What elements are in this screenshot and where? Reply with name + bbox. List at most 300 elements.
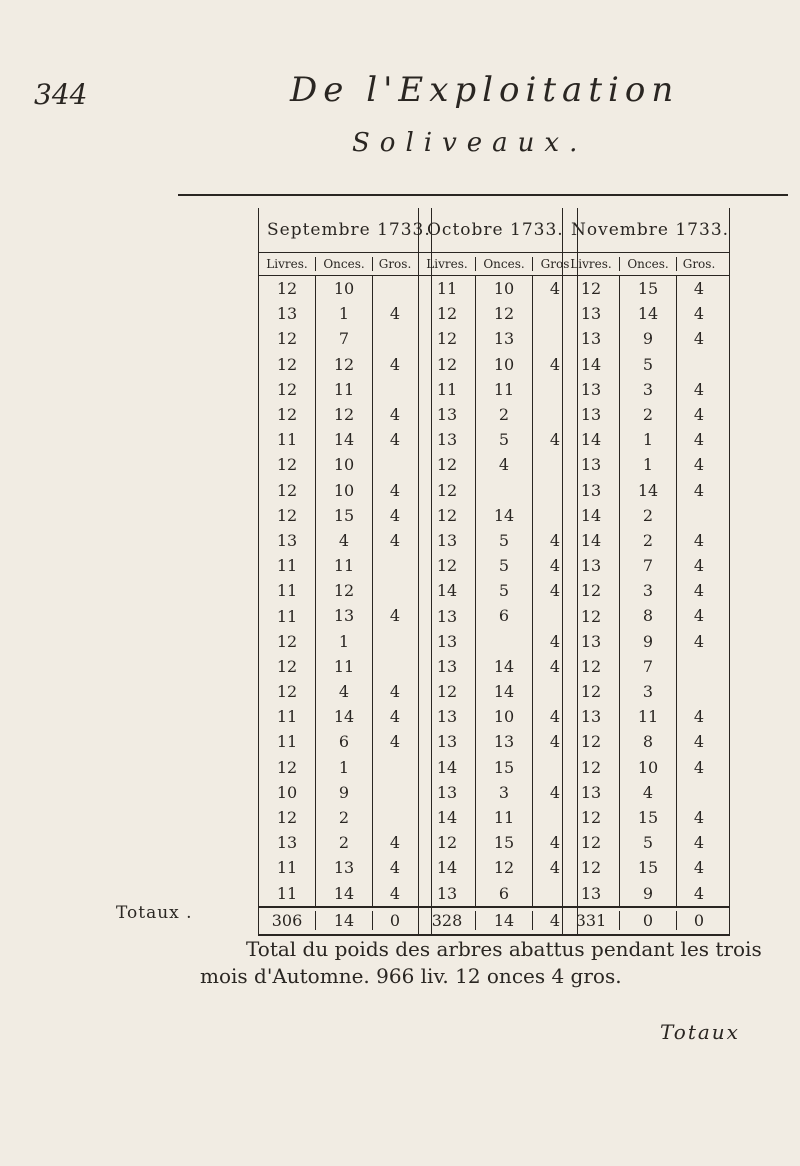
- table-cell: 4: [676, 301, 721, 326]
- table-month-heading: Septembre 1733.: [267, 220, 431, 240]
- table-cell: 13: [276, 833, 298, 853]
- table-cell: 11: [315, 377, 372, 402]
- table-cell: 14: [436, 757, 458, 777]
- table-cell: 4: [676, 729, 721, 754]
- table-cell: [676, 352, 721, 377]
- table-row: [563, 352, 729, 377]
- table-cell: 4: [532, 780, 577, 805]
- table-cell: 5: [475, 528, 532, 553]
- table-row: [563, 301, 729, 326]
- table-cell: 12: [276, 808, 298, 828]
- column-headers: [259, 252, 431, 276]
- table-row: [563, 805, 729, 830]
- table-cell: 12: [436, 304, 458, 324]
- summary-text: Total du poids des arbres abattus pendant les trois mois d'Automne. 966 liv. 12 onces 4 gros.: [200, 937, 762, 988]
- table-cell: 4: [676, 578, 721, 603]
- section-title: Soliveaux.: [352, 128, 588, 158]
- table-cell: 4: [676, 377, 721, 402]
- table-cell: 4: [532, 855, 577, 880]
- table-cell: 4: [532, 427, 577, 452]
- table-cell: 11: [276, 732, 298, 752]
- table-cell: 13: [580, 883, 602, 903]
- table-cell: 10: [315, 276, 372, 301]
- table-cell: 10: [315, 452, 372, 477]
- table-cell: 12: [276, 631, 298, 651]
- table-row: [563, 881, 729, 906]
- table-cell: 11: [436, 379, 458, 399]
- total-cell: 0: [619, 911, 676, 930]
- table-cell: 11: [276, 707, 298, 727]
- table-cell: 4: [532, 704, 577, 729]
- table-cell: 13: [475, 729, 532, 754]
- table-row: [259, 276, 431, 301]
- table-cell: 5: [475, 578, 532, 603]
- column-header: Gros.: [676, 257, 721, 271]
- column-headers: [419, 252, 577, 276]
- table-row: [563, 427, 729, 452]
- table-row: [259, 528, 431, 553]
- table-cell: 1: [619, 427, 676, 452]
- table-cell: 4: [532, 729, 577, 754]
- total-cell: 14: [315, 911, 372, 930]
- total-cell: 0: [676, 911, 721, 930]
- table-cell: 13: [436, 732, 458, 752]
- table-cell: 14: [580, 505, 602, 525]
- table-cell: 4: [676, 452, 721, 477]
- table-cell: 12: [276, 682, 298, 702]
- table-cell: 13: [276, 304, 298, 324]
- table-row: [419, 452, 577, 477]
- table-cell: 12: [315, 402, 372, 427]
- table-cell: 13: [580, 304, 602, 324]
- table-cell: [475, 629, 532, 654]
- column-header: Onces.: [475, 257, 532, 271]
- table-row: [563, 855, 729, 880]
- table-cell: 14: [580, 354, 602, 374]
- table-row: [563, 503, 729, 528]
- table-cell: 12: [475, 855, 532, 880]
- table-cell: 4: [676, 855, 721, 880]
- table-row: [259, 427, 431, 452]
- table-cell: 14: [315, 427, 372, 452]
- table-row: [563, 528, 729, 553]
- table-month-heading: Novembre 1733.: [571, 220, 730, 240]
- table-cell: 4: [372, 855, 417, 880]
- table-octobre: [418, 208, 578, 936]
- table-cell: 9: [619, 881, 676, 906]
- table-cell: 2: [619, 528, 676, 553]
- table-cell: 4: [676, 755, 721, 780]
- table-row: [259, 478, 431, 503]
- table-cell: 15: [619, 805, 676, 830]
- column-header: Livres.: [266, 257, 308, 271]
- table-cell: 12: [436, 329, 458, 349]
- table-cell: [372, 654, 417, 679]
- table-cell: 2: [315, 830, 372, 855]
- table-cell: 14: [475, 679, 532, 704]
- table-row: [563, 276, 729, 301]
- table-cell: 12: [436, 455, 458, 475]
- column-header: Gros: [532, 257, 577, 271]
- table-row: [419, 755, 577, 780]
- table-cell: 14: [475, 654, 532, 679]
- table-cell: 15: [315, 503, 372, 528]
- table-row: [563, 704, 729, 729]
- table-cell: 7: [619, 553, 676, 578]
- table-cell: 12: [580, 757, 602, 777]
- table-row: [563, 578, 729, 603]
- table-cell: 13: [580, 556, 602, 576]
- table-row: [259, 805, 431, 830]
- table-row: [563, 452, 729, 477]
- table-row: [419, 427, 577, 452]
- column-header: Onces.: [619, 257, 676, 271]
- total-cell: 0: [372, 911, 417, 930]
- table-row: [563, 402, 729, 427]
- table-row: [419, 352, 577, 377]
- table-cell: 4: [372, 881, 417, 906]
- table-cell: 12: [436, 556, 458, 576]
- total-cell: 331: [575, 911, 607, 931]
- table-cell: 13: [580, 379, 602, 399]
- table-cell: 4: [676, 603, 721, 628]
- table-cell: 4: [676, 629, 721, 654]
- table-cell: [372, 326, 417, 351]
- table-cell: [676, 503, 721, 528]
- table-cell: 1: [315, 629, 372, 654]
- table-cell: 4: [475, 452, 532, 477]
- table-cell: 11: [276, 858, 298, 878]
- table-row: [419, 603, 577, 628]
- table-cell: [676, 780, 721, 805]
- table-cell: 4: [372, 528, 417, 553]
- table-row: [563, 755, 729, 780]
- table-cell: 13: [580, 329, 602, 349]
- table-cell: 12: [580, 808, 602, 828]
- table-cell: 4: [676, 427, 721, 452]
- table-row: [419, 503, 577, 528]
- table-row: [563, 326, 729, 351]
- table-cell: 3: [619, 377, 676, 402]
- table-row: [563, 603, 729, 628]
- table-row: [419, 578, 577, 603]
- table-cell: 13: [436, 430, 458, 450]
- table-cell: 12: [475, 301, 532, 326]
- table-row: [563, 478, 729, 503]
- table-row: [259, 503, 431, 528]
- table-row: [563, 553, 729, 578]
- table-row: [419, 377, 577, 402]
- running-head: De l'Exploitation: [290, 70, 680, 110]
- table-cell: 12: [315, 578, 372, 603]
- table-cell: 11: [436, 279, 458, 299]
- table-cell: 10: [475, 352, 532, 377]
- table-cell: 4: [532, 528, 577, 553]
- table-cell: 11: [619, 704, 676, 729]
- table-cell: 4: [532, 553, 577, 578]
- table-row: [259, 629, 431, 654]
- table-cell: 12: [436, 354, 458, 374]
- table-cell: 2: [475, 402, 532, 427]
- table-row: [563, 780, 729, 805]
- table-cell: 12: [276, 329, 298, 349]
- table-cell: 4: [532, 830, 577, 855]
- table-cell: 4: [372, 704, 417, 729]
- table-cell: 9: [619, 326, 676, 351]
- table-row: [419, 326, 577, 351]
- table-row: [563, 830, 729, 855]
- table-cell: 10: [475, 704, 532, 729]
- column-header: Onces.: [315, 257, 372, 271]
- table-cell: 13: [580, 480, 602, 500]
- table-cell: 1: [315, 755, 372, 780]
- table-cell: [372, 578, 417, 603]
- table-row: [419, 553, 577, 578]
- table-cell: 4: [676, 326, 721, 351]
- table-row: [259, 729, 431, 754]
- table-cell: [372, 805, 417, 830]
- table-cell: 1: [315, 301, 372, 326]
- table-row: [419, 855, 577, 880]
- table-cell: 14: [580, 430, 602, 450]
- table-septembre: [258, 208, 432, 936]
- table-cell: 11: [315, 654, 372, 679]
- table-cell: 4: [676, 805, 721, 830]
- table-novembre: [562, 208, 730, 936]
- table-cell: 12: [580, 732, 602, 752]
- table-row: [259, 704, 431, 729]
- table-cell: 12: [580, 279, 602, 299]
- table-cell: 13: [315, 855, 372, 880]
- table-cell: 11: [315, 553, 372, 578]
- table-cell: 12: [580, 606, 602, 626]
- table-cell: 13: [436, 405, 458, 425]
- table-row: [259, 553, 431, 578]
- table-cell: 4: [676, 402, 721, 427]
- table-cell: 14: [619, 301, 676, 326]
- table-cell: 4: [676, 881, 721, 906]
- table-row: [419, 704, 577, 729]
- table-row: [259, 881, 431, 906]
- table-cell: 11: [276, 556, 298, 576]
- column-header: Gros.: [372, 257, 417, 271]
- column-header: Livres.: [570, 257, 612, 271]
- table-row: [419, 478, 577, 503]
- table-cell: 6: [315, 729, 372, 754]
- column-headers: [563, 252, 729, 276]
- table-cell: 4: [372, 301, 417, 326]
- table-cell: 4: [315, 528, 372, 553]
- table-row: [419, 629, 577, 654]
- table-cell: [372, 755, 417, 780]
- table-month-heading: Octobre 1733.: [427, 220, 564, 240]
- table-cell: 10: [276, 782, 298, 802]
- table-cell: [676, 679, 721, 704]
- table-cell: 14: [436, 808, 458, 828]
- table-cell: 5: [475, 553, 532, 578]
- table-cell: 4: [619, 780, 676, 805]
- table-cell: 12: [436, 682, 458, 702]
- table-cell: 12: [276, 505, 298, 525]
- table-cell: 14: [475, 503, 532, 528]
- table-cell: 13: [475, 326, 532, 351]
- page-number: 344: [34, 78, 88, 111]
- table-cell: 12: [276, 279, 298, 299]
- table-cell: 11: [276, 606, 298, 626]
- table-cell: 5: [619, 352, 676, 377]
- table-cell: 10: [315, 478, 372, 503]
- total-cell: 4: [532, 911, 577, 930]
- table-row: [419, 654, 577, 679]
- table-cell: 14: [315, 881, 372, 906]
- table-cell: 12: [580, 833, 602, 853]
- table-row: [419, 729, 577, 754]
- table-cell: [372, 452, 417, 477]
- total-row: [419, 906, 577, 936]
- table-row: [259, 326, 431, 351]
- table-cell: 14: [436, 858, 458, 878]
- top-rule: [178, 194, 788, 196]
- table-row: [419, 679, 577, 704]
- table-cell: 4: [676, 276, 721, 301]
- total-row: [563, 906, 729, 936]
- table-cell: 15: [475, 755, 532, 780]
- table-cell: 2: [619, 503, 676, 528]
- table-cell: 9: [619, 629, 676, 654]
- table-cell: 12: [276, 405, 298, 425]
- table-row: [259, 578, 431, 603]
- table-cell: 11: [276, 581, 298, 601]
- table-cell: 4: [372, 402, 417, 427]
- table-row: [419, 528, 577, 553]
- table-cell: 13: [436, 883, 458, 903]
- total-cell: 328: [431, 911, 463, 931]
- table-cell: 10: [619, 755, 676, 780]
- table-cell: 4: [532, 654, 577, 679]
- catchword: Totaux: [660, 1020, 740, 1044]
- table-cell: 14: [315, 704, 372, 729]
- table-row: [259, 679, 431, 704]
- table-cell: 4: [372, 352, 417, 377]
- table-cell: [372, 780, 417, 805]
- table-row: [563, 377, 729, 402]
- table-cell: 4: [676, 528, 721, 553]
- table-row: [419, 805, 577, 830]
- table-cell: 4: [532, 276, 577, 301]
- table-cell: 3: [619, 679, 676, 704]
- table-cell: 14: [580, 530, 602, 550]
- table-row: [259, 855, 431, 880]
- table-cell: 4: [532, 352, 577, 377]
- table-cell: 4: [372, 478, 417, 503]
- total-cell: 14: [475, 911, 532, 930]
- table-cell: 9: [315, 780, 372, 805]
- table-row: [259, 603, 431, 628]
- table-cell: 4: [676, 478, 721, 503]
- table-row: [259, 377, 431, 402]
- table-cell: 13: [436, 656, 458, 676]
- table-cell: 11: [276, 883, 298, 903]
- table-cell: 14: [619, 478, 676, 503]
- table-row: [563, 629, 729, 654]
- table-cell: 11: [475, 377, 532, 402]
- table-cell: 15: [475, 830, 532, 855]
- table-cell: [372, 629, 417, 654]
- table-cell: 4: [372, 679, 417, 704]
- table-row: [563, 654, 729, 679]
- table-cell: 12: [315, 352, 372, 377]
- table-row: [259, 780, 431, 805]
- table-cell: 13: [436, 707, 458, 727]
- table-row: [419, 402, 577, 427]
- table-cell: 11: [276, 430, 298, 450]
- table-cell: 12: [580, 656, 602, 676]
- table-row: [259, 755, 431, 780]
- table-cell: [372, 377, 417, 402]
- table-cell: 5: [475, 427, 532, 452]
- table-cell: 4: [676, 830, 721, 855]
- table-cell: 1: [619, 452, 676, 477]
- table-row: [259, 452, 431, 477]
- table-cell: 13: [315, 603, 372, 628]
- table-cell: 12: [276, 455, 298, 475]
- table-row: [259, 402, 431, 427]
- table-cell: 3: [619, 578, 676, 603]
- table-cell: 8: [619, 603, 676, 628]
- table-cell: 12: [276, 480, 298, 500]
- table-cell: 7: [619, 654, 676, 679]
- column-header: Livres.: [426, 257, 468, 271]
- table-cell: 13: [580, 405, 602, 425]
- table-cell: 11: [475, 805, 532, 830]
- table-cell: 13: [580, 782, 602, 802]
- table-row: [419, 830, 577, 855]
- table-cell: 2: [619, 402, 676, 427]
- table-cell: 12: [436, 480, 458, 500]
- table-cell: 10: [475, 276, 532, 301]
- table-cell: 13: [276, 530, 298, 550]
- table-cell: [475, 478, 532, 503]
- table-cell: 12: [276, 757, 298, 777]
- table-cell: 14: [436, 581, 458, 601]
- table-cell: 12: [276, 354, 298, 374]
- table-cell: 6: [475, 881, 532, 906]
- table-cell: 12: [276, 379, 298, 399]
- table-cell: 15: [619, 855, 676, 880]
- table-cell: 13: [436, 782, 458, 802]
- table-row: [419, 881, 577, 906]
- table-cell: 4: [315, 679, 372, 704]
- table-cell: 6: [475, 603, 532, 628]
- table-cell: 13: [436, 606, 458, 626]
- table-cell: 13: [436, 631, 458, 651]
- table-row: [259, 830, 431, 855]
- table-cell: [676, 654, 721, 679]
- table-cell: 4: [532, 578, 577, 603]
- table-cell: [372, 553, 417, 578]
- total-row: [259, 906, 431, 936]
- table-row: [563, 729, 729, 754]
- table-cell: 4: [372, 427, 417, 452]
- table-cell: 3: [475, 780, 532, 805]
- table-cell: 4: [372, 729, 417, 754]
- table-cell: 12: [580, 581, 602, 601]
- table-row: [259, 301, 431, 326]
- table-cell: 12: [436, 505, 458, 525]
- table-row: [419, 780, 577, 805]
- table-cell: 12: [276, 656, 298, 676]
- table-row: [259, 352, 431, 377]
